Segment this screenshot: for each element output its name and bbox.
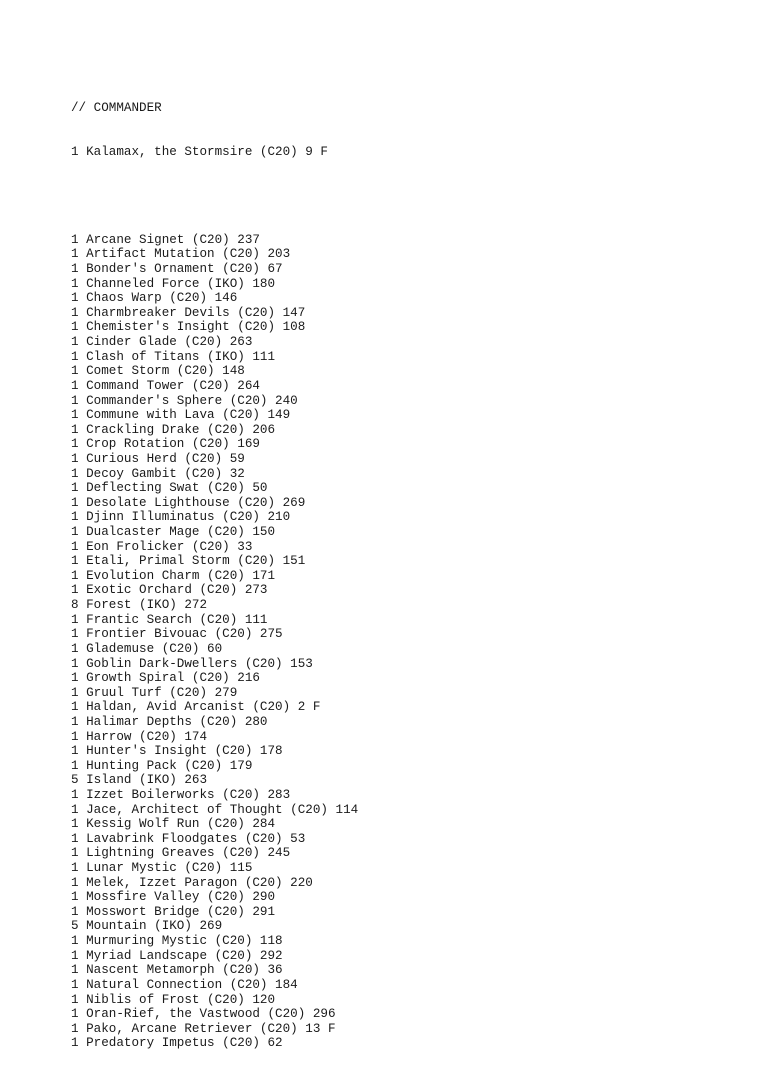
card-line: 1 Crop Rotation (C20) 169 [71, 437, 260, 452]
card-line: 1 Natural Connection (C20) 184 [71, 977, 298, 992]
card-line: 1 Commune with Lava (C20) 149 [71, 408, 291, 423]
card-line: 1 Exotic Orchard (C20) 273 [71, 583, 268, 598]
card-line: 1 Comet Storm (C20) 148 [71, 364, 245, 379]
card-line: 1 Hunting Pack (C20) 179 [71, 758, 253, 773]
card-line: 1 Izzet Boilerworks (C20) 283 [71, 787, 291, 802]
card-line: 1 Frantic Search (C20) 111 [71, 612, 268, 627]
card-line: 1 Oran-Rief, the Vastwood (C20) 296 [71, 1007, 336, 1022]
decklist-document [71, 72, 358, 1066]
card-line: 1 Lightning Greaves (C20) 245 [71, 846, 291, 861]
card-line: 1 Bonder's Ornament (C20) 67 [71, 262, 283, 277]
card-line: 1 Mossfire Valley (C20) 290 [71, 890, 276, 905]
card-line: 1 Nascent Metamorph (C20) 36 [71, 963, 283, 978]
card-list [71, 233, 358, 1051]
card-line: 1 Cinder Glade (C20) 263 [71, 335, 253, 350]
card-line: 1 Crackling Drake (C20) 206 [71, 422, 276, 437]
card-line: 1 Gruul Turf (C20) 279 [71, 685, 238, 700]
card-line: 1 Artifact Mutation (C20) 203 [71, 247, 291, 262]
card-line: 1 Dualcaster Mage (C20) 150 [71, 525, 276, 540]
card-line: 1 Lunar Mystic (C20) 115 [71, 861, 253, 876]
card-line: 1 Haldan, Avid Arcanist (C20) 2 F [71, 700, 321, 715]
card-line: 1 Mosswort Bridge (C20) 291 [71, 904, 276, 919]
card-line: 1 Lavabrink Floodgates (C20) 53 [71, 831, 306, 846]
card-line: 1 Growth Spiral (C20) 216 [71, 671, 260, 686]
card-line: 1 Djinn Illuminatus (C20) 210 [71, 510, 291, 525]
card-line: 1 Desolate Lighthouse (C20) 269 [71, 495, 306, 510]
card-line: 1 Glademuse (C20) 60 [71, 641, 223, 656]
card-line: 1 Niblis of Frost (C20) 120 [71, 992, 276, 1007]
card-line: 1 Pako, Arcane Retriever (C20) 13 F [71, 1021, 336, 1036]
card-line: 1 Eon Frolicker (C20) 33 [71, 539, 253, 554]
card-line: 1 Charmbreaker Devils (C20) 147 [71, 305, 306, 320]
commander-line: 1 Kalamax, the Stormsire (C20) 9 F [71, 145, 328, 160]
card-line: 1 Hunter's Insight (C20) 178 [71, 744, 283, 759]
blank-separator [71, 189, 358, 204]
card-line: 1 Frontier Bivouac (C20) 275 [71, 627, 283, 642]
card-line: 5 Mountain (IKO) 269 [71, 919, 223, 934]
card-line: 1 Arcane Signet (C20) 237 [71, 232, 260, 247]
card-line: 1 Melek, Izzet Paragon (C20) 220 [71, 875, 313, 890]
card-line: 1 Murmuring Mystic (C20) 118 [71, 934, 283, 949]
card-line: 1 Evolution Charm (C20) 171 [71, 568, 276, 583]
card-line: 1 Decoy Gambit (C20) 32 [71, 466, 245, 481]
card-line: 1 Halimar Depths (C20) 280 [71, 714, 268, 729]
card-line: 5 Island (IKO) 263 [71, 773, 208, 788]
card-line: 1 Harrow (C20) 174 [71, 729, 208, 744]
card-line: 1 Kessig Wolf Run (C20) 284 [71, 817, 276, 832]
card-line: 1 Etali, Primal Storm (C20) 151 [71, 554, 306, 569]
card-line: 1 Curious Herd (C20) 59 [71, 451, 245, 466]
card-line: 1 Chemister's Insight (C20) 108 [71, 320, 306, 335]
card-line: 8 Forest (IKO) 272 [71, 598, 208, 613]
card-line: 1 Myriad Landscape (C20) 292 [71, 948, 283, 963]
card-line: 1 Predatory Impetus (C20) 62 [71, 1036, 283, 1051]
card-line: 1 Clash of Titans (IKO) 111 [71, 349, 276, 364]
section-header: // COMMANDER [71, 101, 162, 116]
card-line: 1 Deflecting Swat (C20) 50 [71, 481, 268, 496]
card-line: 1 Commander's Sphere (C20) 240 [71, 393, 298, 408]
card-line: 1 Goblin Dark-Dwellers (C20) 153 [71, 656, 313, 671]
card-line: 1 Chaos Warp (C20) 146 [71, 291, 238, 306]
card-line: 1 Channeled Force (IKO) 180 [71, 276, 276, 291]
card-line: 1 Jace, Architect of Thought (C20) 114 [71, 802, 359, 817]
card-line: 1 Command Tower (C20) 264 [71, 378, 260, 393]
